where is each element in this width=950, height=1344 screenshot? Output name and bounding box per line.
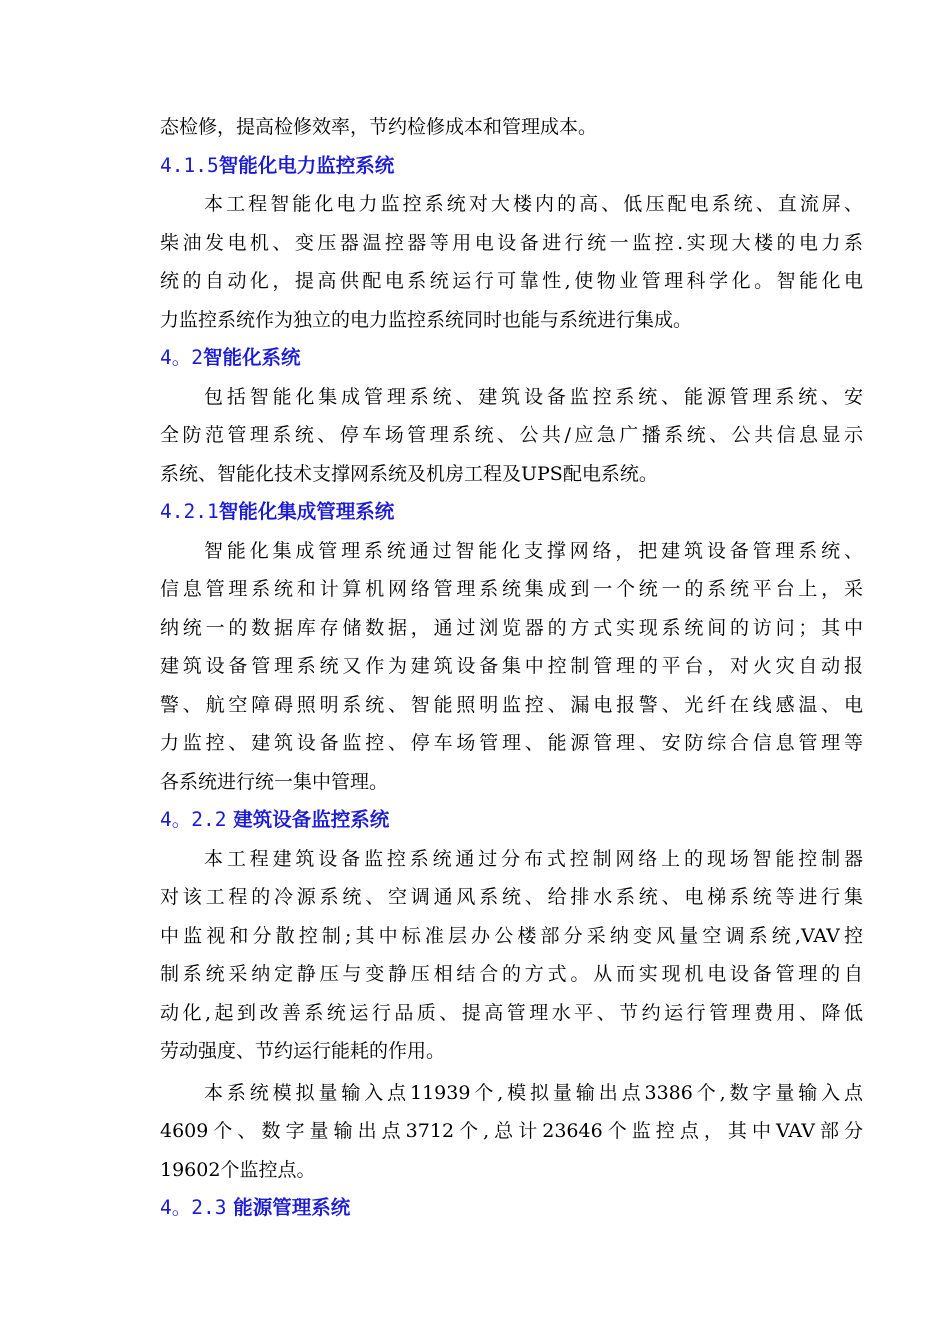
paragraph-line: 本系统模拟量输入点11939个,模拟量输出点3386个,数字量输入点: [204, 1081, 863, 1104]
section-number: 4。2.2: [160, 808, 227, 831]
paragraph-intelligent-systems: [160, 378, 863, 494]
paragraph-line: 全防范管理系统、停车场管理系统、公共/应急广播系统、公共信息显示: [160, 424, 863, 446]
section-number: 4。2: [160, 346, 203, 369]
paragraph-point-counts: [160, 1074, 863, 1190]
section-heading-4-2-1: [160, 493, 863, 532]
section-title: 能源管理系统: [233, 1196, 351, 1219]
paragraph-line: 19602个监控点。: [160, 1158, 316, 1181]
paragraph-line: 4609个、数字量输出点3712个,总计23646个监控点，其中VAV部分: [160, 1120, 863, 1142]
paragraph-line: 建筑设备管理系统又作为建筑设备集中控制管理的平台，对火灾自动报: [160, 655, 863, 677]
section-title: 智能化集成管理系统: [218, 500, 395, 523]
paragraph-line: 统的自动化，提高供配电系统运行可靠性,使物业管理科学化。智能化电: [160, 270, 863, 292]
section-heading-4-2-2: [160, 801, 863, 840]
paragraph-line: 信息管理系统和计算机网络管理系统集成到一个统一的系统平台上，采: [160, 578, 863, 600]
section-title: 建筑设备监控系统: [233, 808, 390, 831]
paragraph-building-equipment: [160, 840, 863, 1071]
paragraph-integrated-management: [160, 532, 863, 802]
section-heading-4-2-3: [160, 1189, 863, 1228]
paragraph-line: 各系统进行统一集中管理。: [160, 770, 389, 793]
paragraph-line: 智能化集成管理系统通过智能化支撑网络，把建筑设备管理系统、: [204, 539, 863, 562]
paragraph-line: 中监视和分散控制;其中标准层办公楼部分采纳变风量空调系统,VAV控: [160, 924, 863, 947]
paragraph-line: 态检修，提高检修效率，节约检修成本和管理成本。: [160, 116, 598, 138]
paragraph-line: 包括智能化集成管理系统、建筑设备监控系统、能源管理系统、安: [204, 385, 863, 408]
paragraph-line: 力监控、建筑设备监控、停车场管理、能源管理、安防综合信息管理等: [160, 732, 863, 754]
section-title: 智能化系统: [202, 346, 301, 369]
paragraph-line: 系统、智能化技术支撑网系统及机房工程及UPS配电系统。: [160, 462, 658, 485]
paragraph-line: 制系统采纳定静压与变静压相结合的方式。从而实现机电设备管理的自: [160, 963, 863, 985]
section-heading-4-1-5: [160, 147, 863, 186]
paragraph-line: 警、航空障碍照明系统、智能照明监控、漏电报警、光纤在线感温、电: [160, 693, 863, 716]
document-body: [160, 108, 863, 1228]
section-number: 4。2.3: [160, 1196, 227, 1219]
section-title: 智能化电力监控系统: [218, 153, 395, 177]
paragraph-line: 本工程建筑设备监控系统通过分布式控制网络上的现场智能控制器: [204, 847, 863, 870]
section-number: 4.1.5: [160, 153, 219, 177]
paragraph-line: 力监控系统作为独立的电力监控系统同时也能与系统进行集成。: [160, 308, 693, 331]
paragraph-power-monitoring: [160, 185, 863, 339]
paragraph-line: 本工程智能化电力监控系统对大楼内的高、低压配电系统、直流屏、: [204, 193, 863, 215]
section-heading-4-2: [160, 339, 863, 378]
paragraph-line: 动化,起到改善系统运行品质、提高管理水平、节约运行管理费用、降低: [160, 1001, 863, 1024]
paragraph-line: 纳统一的数据库存储数据，通过浏览器的方式实现系统间的访问；其中: [160, 616, 863, 639]
section-number: 4.2.1: [160, 500, 219, 523]
paragraph-line: 对该工程的冷源系统、空调通风系统、给排水系统、电梯系统等进行集: [160, 886, 863, 908]
paragraph-line: 劳动强度、节约运行能耗的作用。: [160, 1040, 446, 1062]
paragraph-line: 柴油发电机、变压器温控器等用电设备进行统一监控.实现大楼的电力系: [160, 231, 863, 254]
